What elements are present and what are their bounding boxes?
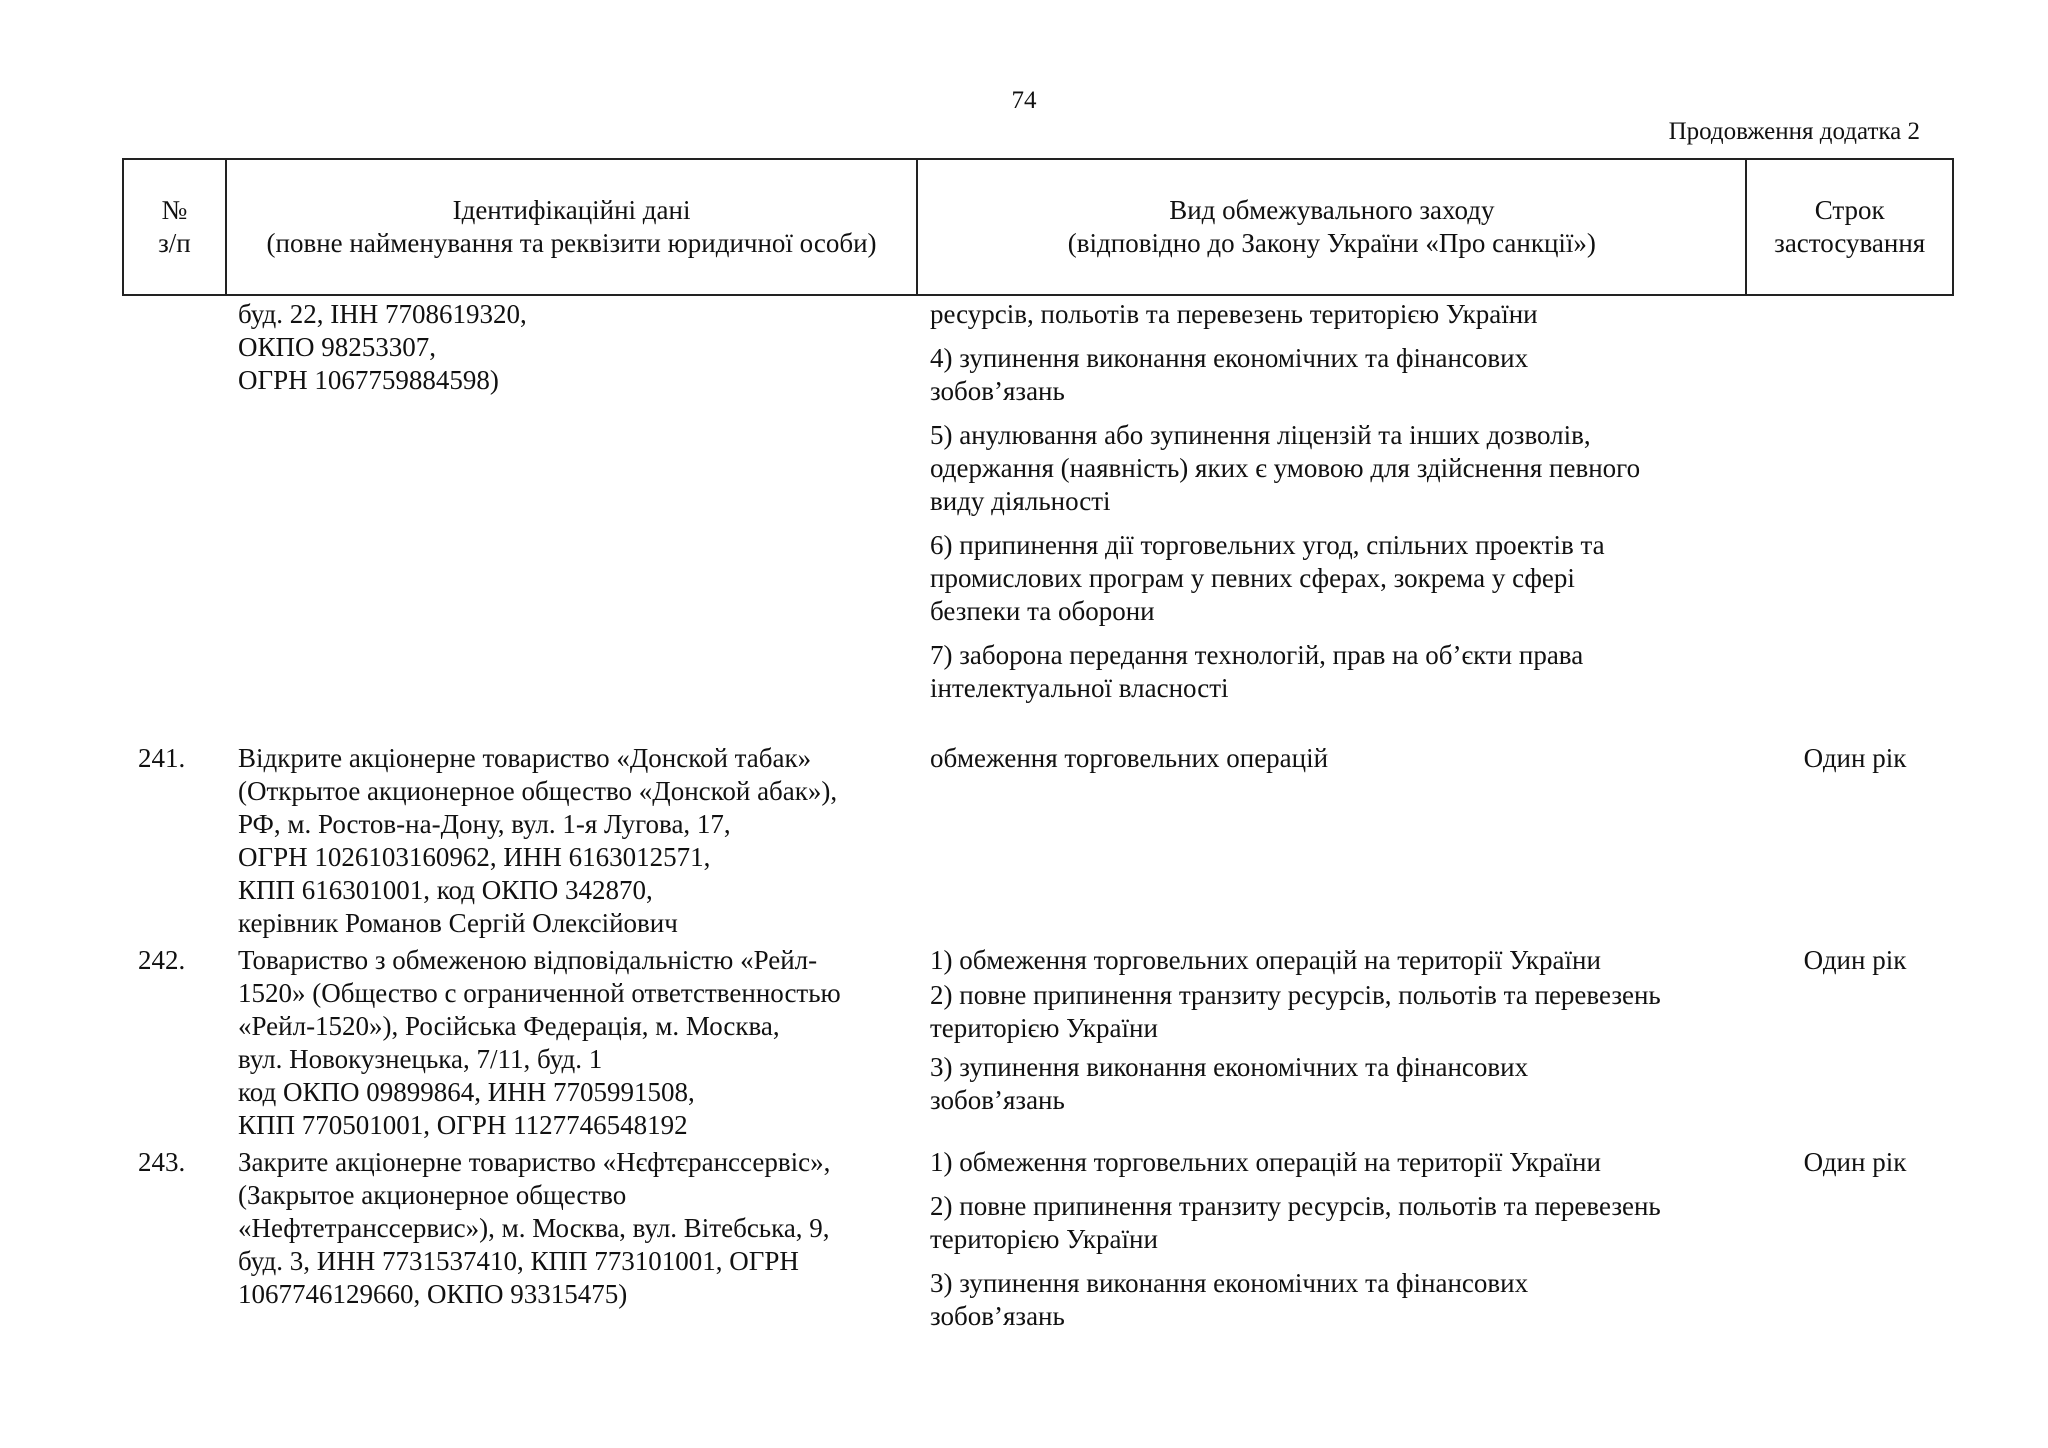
id-line: ОГРН 1067759884598) <box>238 365 499 395</box>
measure-line: зобов’язань <box>930 376 1065 406</box>
measure-item <box>930 342 1760 408</box>
row-identification <box>238 944 898 1142</box>
measure-item <box>930 419 1760 518</box>
measure-line: обмеження торговельних операцій <box>930 743 1329 773</box>
header-number-line: № <box>161 195 188 225</box>
measure-item <box>930 1146 1760 1179</box>
id-line: код ОКПО 09899864, ИНН 7705991508, <box>238 1077 695 1107</box>
header-number-line: з/п <box>158 228 191 258</box>
measure-item <box>930 979 1760 1045</box>
header-measure-kind-line: (відповідно до Закону України «Про санкції») <box>1067 228 1596 258</box>
measure-line: 3) зупинення виконання економічних та фінансових <box>930 1052 1529 1082</box>
measure-line: 7) заборона передання технологій, прав на об’єкти права <box>930 640 1584 670</box>
row-term: Один рік <box>1803 1147 1907 1177</box>
header-identification-cell <box>227 160 918 294</box>
measure-item <box>930 1190 1760 1256</box>
row-identification <box>238 742 898 940</box>
id-line: ОГРН 1026103160962, ИНН 6163012571, <box>238 842 711 872</box>
id-line: (Закрытое акционерное общество <box>238 1180 627 1210</box>
continuation-note: Продовження додатка 2 <box>1668 118 1920 145</box>
measure-line: зобов’язань <box>930 1085 1065 1115</box>
row-identification <box>238 1146 898 1311</box>
id-line: КПП 616301001, код ОКПО 342870, <box>238 875 653 905</box>
measure-item <box>930 1051 1760 1117</box>
measure-line: територією України <box>930 1013 1158 1043</box>
continued-measures <box>930 298 1760 716</box>
measure-line: виду діяльності <box>930 486 1111 516</box>
header-term-line: Строк <box>1814 195 1885 225</box>
measure-line: 1) обмеження торговельних операцій на території України <box>930 945 1601 975</box>
row-measures <box>930 944 1760 1128</box>
measure-line: 3) зупинення виконання економічних та фінансових <box>930 1268 1529 1298</box>
id-line: «Рейл-1520»), Російська Федерація, м. Москва, <box>238 1011 780 1041</box>
row-term: Один рік <box>1803 743 1907 773</box>
table-header <box>122 158 1954 296</box>
measure-item <box>930 298 1760 331</box>
id-line: Закрите акціонерне товариство «Нєфтєранссервіс», <box>238 1147 831 1177</box>
id-line: Відкрите акціонерне товариство «Донской табак» <box>238 743 812 773</box>
measure-item <box>930 742 1760 775</box>
row-number: 243. <box>138 1147 186 1177</box>
measure-item <box>930 639 1760 705</box>
measure-line: 2) повне припинення транзиту ресурсів, польотів та перевезень <box>930 980 1661 1010</box>
measure-item <box>930 944 1760 977</box>
id-line: буд. 22, ІНН 7708619320, <box>238 299 527 329</box>
id-line: (Открытое акционерное общество «Донской абак»), <box>238 776 838 806</box>
id-line: КПП 770501001, ОГРН 1127746548192 <box>238 1110 688 1140</box>
id-line: 1067746129660, ОКПО 93315475) <box>238 1279 628 1309</box>
measure-line: територією України <box>930 1224 1158 1254</box>
measure-line: безпеки та оборони <box>930 596 1155 626</box>
id-line: буд. 3, ИНН 7731537410, КПП 773101001, ОГРН <box>238 1246 799 1276</box>
header-term-line: застосування <box>1774 228 1926 258</box>
id-line: ОКПО 98253307, <box>238 332 437 362</box>
measure-line: ресурсів, польотів та перевезень територією України <box>930 299 1538 329</box>
header-term-cell <box>1747 160 1952 294</box>
measure-line: 5) анулювання або зупинення ліцензій та інших дозволів, <box>930 420 1591 450</box>
id-line: керівник Романов Сергій Олексійович <box>238 908 678 938</box>
measure-line: 1) обмеження торговельних операцій на території України <box>930 1147 1601 1177</box>
measure-item <box>930 1267 1760 1333</box>
header-measure-kind-line: Вид обмежувального заходу <box>1169 195 1495 225</box>
row-number: 242. <box>138 945 186 975</box>
id-line: вул. Новокузнецька, 7/11, буд. 1 <box>238 1044 603 1074</box>
row-term: Один рік <box>1803 945 1907 975</box>
measure-line: інтелектуальної власності <box>930 673 1229 703</box>
measure-line: 6) припинення дії торговельних угод, спільних проектів та <box>930 530 1605 560</box>
row-number: 241. <box>138 743 186 773</box>
measure-line: зобов’язань <box>930 1301 1065 1331</box>
measure-line: одержання (наявність) яких є умовою для здійснення певного <box>930 453 1641 483</box>
row-measures <box>930 742 1760 786</box>
header-identification-line: Ідентифікаційні дані <box>452 195 691 225</box>
header-number-cell <box>124 160 227 294</box>
header-identification-line: (повне найменування та реквізити юридичної особи) <box>266 228 877 258</box>
measure-line: 2) повне припинення транзиту ресурсів, польотів та перевезень <box>930 1191 1661 1221</box>
id-line: «Нефтетранссервис»), м. Москва, вул. Вітебська, 9, <box>238 1213 830 1243</box>
measure-line: промислових програм у певних сферах, зокрема у сфері <box>930 563 1575 593</box>
row-measures <box>930 1146 1760 1344</box>
id-line: 1520» (Общество с ограниченной ответственностью <box>238 978 841 1008</box>
measure-item <box>930 529 1760 628</box>
id-line: РФ, м. Ростов-на-Дону, вул. 1-я Лугова, 17, <box>238 809 731 839</box>
id-line: Товариство з обмеженою відповідальністю «Рейл- <box>238 945 818 975</box>
measure-line: 4) зупинення виконання економічних та фінансових <box>930 343 1529 373</box>
page-number: 74 <box>1011 87 1037 114</box>
header-measure-kind-cell <box>918 160 1747 294</box>
continued-identification <box>238 298 898 397</box>
